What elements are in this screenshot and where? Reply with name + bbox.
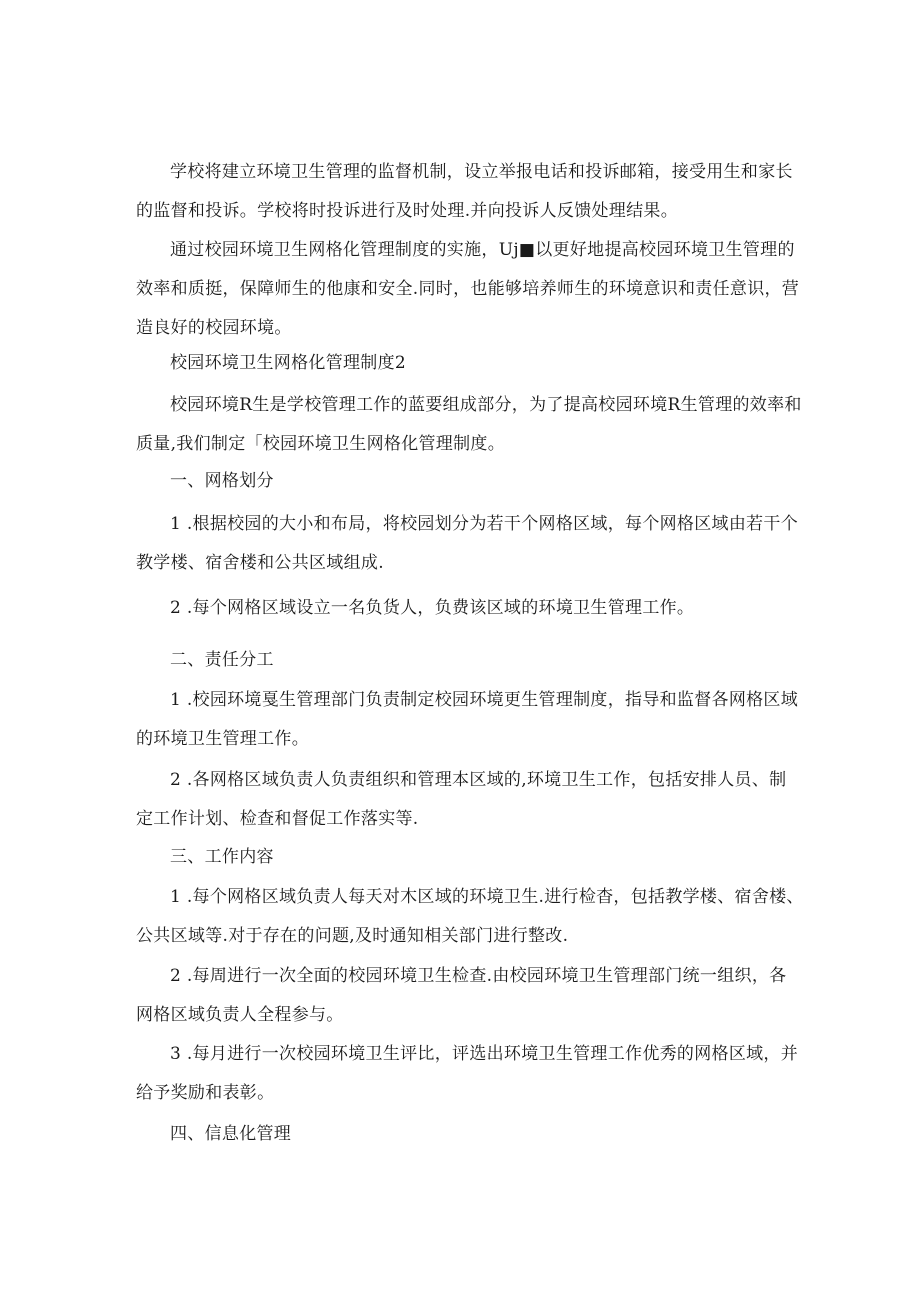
heading-responsibility — [136, 641, 796, 680]
text-line: 校园环境R生是学校管理工作的蓝要组成部分，为了提高校园环境R生管理的效率和 — [170, 395, 802, 415]
paragraph-intro — [136, 386, 802, 464]
section-title — [136, 344, 796, 383]
text-line: 质量,我们制定「校园环境卫生网格化管理制度。 — [136, 434, 506, 454]
heading-work-content — [136, 838, 796, 877]
text-line: 通过校园环境卫生网格化管理制度的实施，Uj■以更好地提高校园环境卫生管理的 — [170, 240, 795, 260]
text-line: 四、信息化管理 — [170, 1124, 292, 1144]
text-line: 公共区域等.对于存在的问题,及时通知相关部门进行整改. — [136, 926, 569, 946]
list-item — [136, 761, 796, 839]
text-line: 给予奖励和表彰。 — [136, 1083, 275, 1103]
text-line: 校园环境卫生网格化管理制度2 — [170, 353, 407, 373]
text-line: 定工作计划、检查和督促工作落实等. — [136, 809, 419, 829]
text-line: 三、工作内容 — [170, 847, 274, 867]
text-line: 3 .每月进行一次校园环境卫生评比，评选出环境卫生管理工作优秀的网格区域，并 — [170, 1044, 799, 1064]
text-line: 2 .每个网格区域设立一名负货人，负费该区域的环境卫生管理工作。 — [170, 598, 695, 618]
heading-informatization — [136, 1115, 796, 1154]
list-item — [136, 878, 804, 956]
paragraph-supervision — [136, 153, 796, 231]
text-line: 2 .各网格区域负责人负责组织和管理本区域的,环境卫生工作，包括安排人员、制 — [170, 770, 787, 790]
text-line: 学校将建立环境卫生管理的监督机制，设立举报电话和投诉邮箱，接受用生和家长 — [170, 162, 793, 182]
text-line: 效率和质挺，保障师生的他康和安全.同时，也能够培养师生的环境意识和责任意识，营 — [136, 279, 800, 299]
heading-grid-division — [136, 462, 796, 501]
text-line: 教学楼、宿舍楼和公共区域组成. — [136, 553, 384, 573]
text-line: 的环境卫生管理工作。 — [136, 729, 309, 749]
text-line: 的监督和投诉。学校将时投诉进行及时处理.并向投诉人反馈处理结果。 — [136, 201, 679, 221]
text-line: 造良好的校园环境。 — [136, 318, 292, 338]
text-line: 网格区域负责人全程参与。 — [136, 1005, 344, 1025]
text-line: 2 .每周进行一次全面的校园环境卫生检查.由校园环境卫生管理部门统一组织，各 — [170, 966, 787, 986]
list-item — [136, 505, 799, 583]
text-line: 二、责任分工 — [170, 650, 274, 670]
text-line: 1 .校园环境戛生管理部门负责制定校园环境更生管理制度，指导和监督各网格区域 — [170, 690, 799, 710]
list-item — [136, 957, 796, 1035]
text-line: 1 .根据校园的大小和布局，将校园划分为若干个网格区域，每个网格区域由若干个 — [170, 514, 799, 534]
list-item — [136, 1035, 799, 1113]
text-line: 1 .每个网格区域负责人每天对木区域的环境卫生.进行检杳，包括教学楼、宿舍楼、 — [170, 887, 804, 907]
list-item — [136, 681, 799, 759]
paragraph-implementation — [136, 231, 800, 348]
text-line: 一、网格划分 — [170, 471, 274, 491]
list-item — [136, 589, 796, 628]
